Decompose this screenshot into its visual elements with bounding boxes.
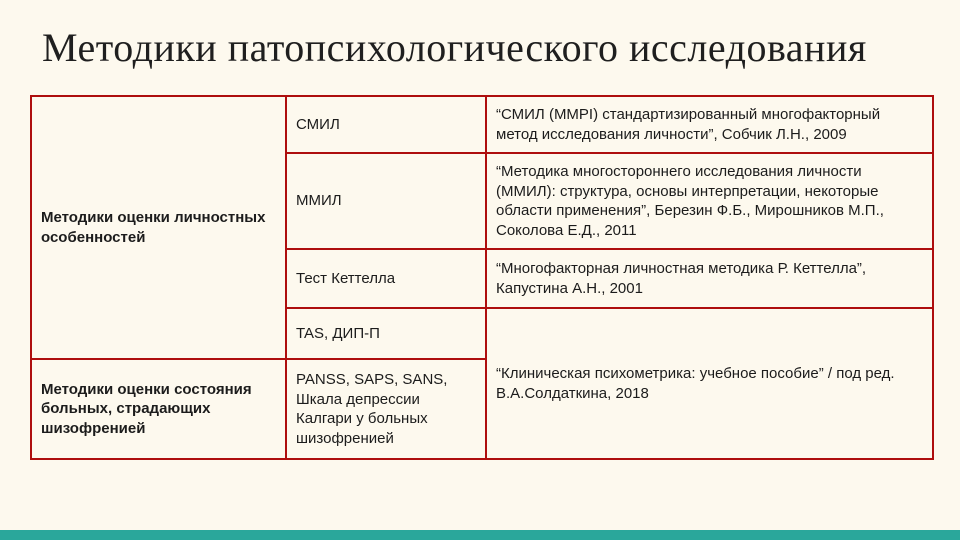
reference-cell-mmil: “Методика многостороннего исследования личности (ММИЛ): структура, основы интерпретации, некоторые области применения”, Березин Ф.Б., Мирошников М.П., Соколова Е.Д., 2011 bbox=[486, 153, 933, 249]
method-cell-smil: СМИЛ bbox=[286, 96, 486, 153]
method-cell-cattell: Тест Кеттелла bbox=[286, 249, 486, 308]
reference-cell-clinical-psychometrics: “Клиническая психометрика: учебное пособие” / под ред. В.А.Солдаткина, 2018 bbox=[486, 308, 933, 459]
reference-cell-smil: “СМИЛ (MMPI) стандартизированный многофакторный метод исследования личности”, Собчик Л.Н., 2009 bbox=[486, 96, 933, 153]
bottom-accent-bar bbox=[0, 530, 960, 540]
methods-table bbox=[30, 95, 934, 460]
method-cell-tas: TAS, ДИП-П bbox=[286, 308, 486, 359]
slide-title: Методики патопсихологического исследования bbox=[42, 25, 867, 70]
table-row bbox=[31, 96, 933, 153]
method-cell-mmil: ММИЛ bbox=[286, 153, 486, 249]
category-cell-schizophrenia: Методики оценки состояния больных, страдающих шизофренией bbox=[31, 359, 286, 459]
method-cell-panss: PANSS, SAPS, SANS, Шкала депрессии Калгари у больных шизофренией bbox=[286, 359, 486, 459]
reference-cell-cattell: “Многофакторная личностная методика Р. Кеттелла”, Капустина А.Н., 2001 bbox=[486, 249, 933, 308]
category-cell-personality: Методики оценки личностных особенностей bbox=[31, 96, 286, 359]
